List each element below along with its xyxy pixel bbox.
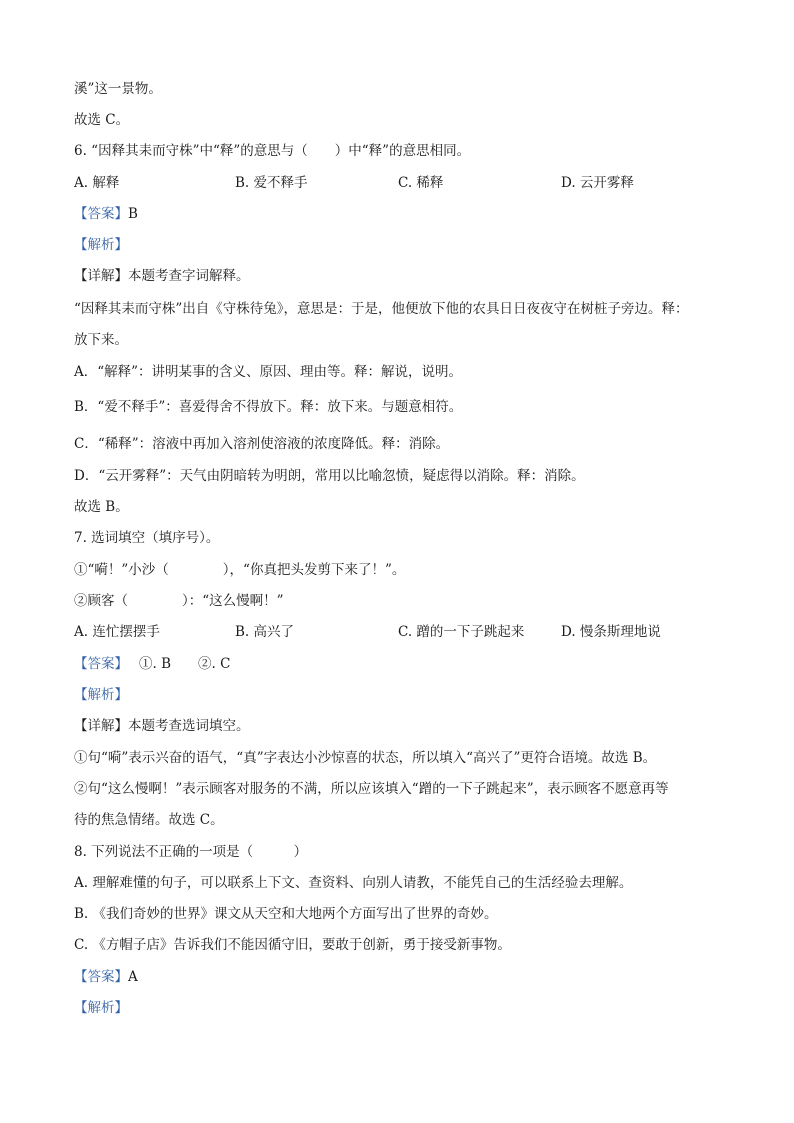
q7-option-c: C. 蹭的一下子跳起来 (398, 624, 525, 640)
q6-explain-line-1: “因释其耒而守株”出自《守株待兔》，意思是：于是，他便放下他的农具日日夜夜守在树桩子旁边。释： (74, 301, 689, 317)
q6-explain-option-b: B．“爱不释手”：喜爱得舍不得放下。释：放下来。与题意相符。 (74, 399, 463, 415)
q7-option-a: A. 连忙摆摆手 (74, 624, 160, 640)
q6-option-d: D. 云开雾释 (561, 175, 634, 191)
q7-detail-row (74, 717, 250, 735)
q7-sub-1: ①“嗬！”小沙（ ），“你真把头发剪下来了！”。 (74, 562, 406, 578)
q8-option-a: A. 理解难懂的句子，可以联系上下文、查资料、向别人请教，不能凭自己的生活经验去理解。 (74, 875, 633, 891)
detail-tag: 【详解】 (74, 268, 128, 284)
q8-option-b: B. 《我们奇妙的世界》课文从天空和大地两个方面写出了世界的奇妙。 (74, 906, 498, 922)
q6-detail-intro: 本题考查字词解释。 (128, 268, 250, 284)
q8-answer-row (74, 968, 138, 986)
q8-analysis-tag: 【解析】 (74, 1000, 128, 1016)
q6-analysis-tag: 【解析】 (74, 237, 128, 253)
q7-answer-value: ①. B ②. C (121, 656, 231, 672)
answer-tag: 【答案】 (74, 206, 128, 222)
q7-analysis-tag: 【解析】 (74, 687, 128, 703)
q6-explain-line-2: 放下来。 (74, 332, 128, 348)
q7-explain-2-line-1: ②句“这么慢啊！”表示顾客对服务的不满，所以应该填入“蹭的一下子跳起来”，表示顾客不愿意再等 (74, 781, 669, 797)
q6-conclusion: 故选 B。 (74, 499, 129, 515)
q5-tail-line: 溪”这一景物。 (74, 81, 162, 97)
q8-answer-value: A (128, 969, 138, 985)
q7-answer-row (74, 655, 230, 673)
q6-detail-row (74, 267, 250, 285)
detail-tag: 【详解】 (74, 718, 128, 734)
q7-detail-intro: 本题考查选词填空。 (128, 718, 250, 734)
q5-conclusion: 故选 C。 (74, 112, 130, 128)
q7-sub-2: ②顾客（ ）：“这么慢啊！” (74, 593, 284, 609)
q7-stem: 7. 选词填空（填序号）。 (74, 530, 220, 546)
answer-tag: 【答案】 (74, 656, 122, 672)
q6-answer-row (74, 205, 138, 223)
q8-option-c: C. 《方帽子店》告诉我们不能因循守旧，要敢于创新，勇于接受新事物。 (74, 937, 511, 953)
q8-stem: 8. 下列说法不正确的一项是（ ） (74, 844, 308, 860)
q6-explain-option-a: A．“解释”：讲明某事的含义、原因、理由等。释：解说，说明。 (74, 364, 463, 380)
q6-option-c: C. 稀释 (398, 175, 444, 191)
q7-explain-2-line-2: 待的焦急情绪。故选 C。 (74, 812, 224, 828)
q6-answer-value: B (128, 206, 138, 222)
q6-explain-option-d: D．“云开雾释”：天气由阴暗转为明朗，常用以比喻忽愤，疑虑得以消除。释：消除。 (74, 468, 585, 484)
q7-explain-1: ①句“嗬”表示兴奋的语气，“真”字表达小沙惊喜的状态，所以填入“高兴了”更符合语境。故选 B。 (74, 750, 657, 766)
q7-option-d: D. 慢条斯理地说 (561, 624, 661, 640)
q7-option-b: B. 高兴了 (235, 624, 295, 640)
q6-stem: 6. “因释其耒而守株”中“释”的意思与（ ）中“释”的意思相同。 (74, 143, 471, 159)
q6-option-a: A. 解释 (74, 175, 120, 191)
q6-option-b: B. 爱不释手 (235, 175, 308, 191)
answer-tag: 【答案】 (74, 969, 128, 985)
q6-explain-option-c: C．“稀释”：溶液中再加入溶剂使溶液的浓度降低。释：消除。 (74, 436, 450, 452)
